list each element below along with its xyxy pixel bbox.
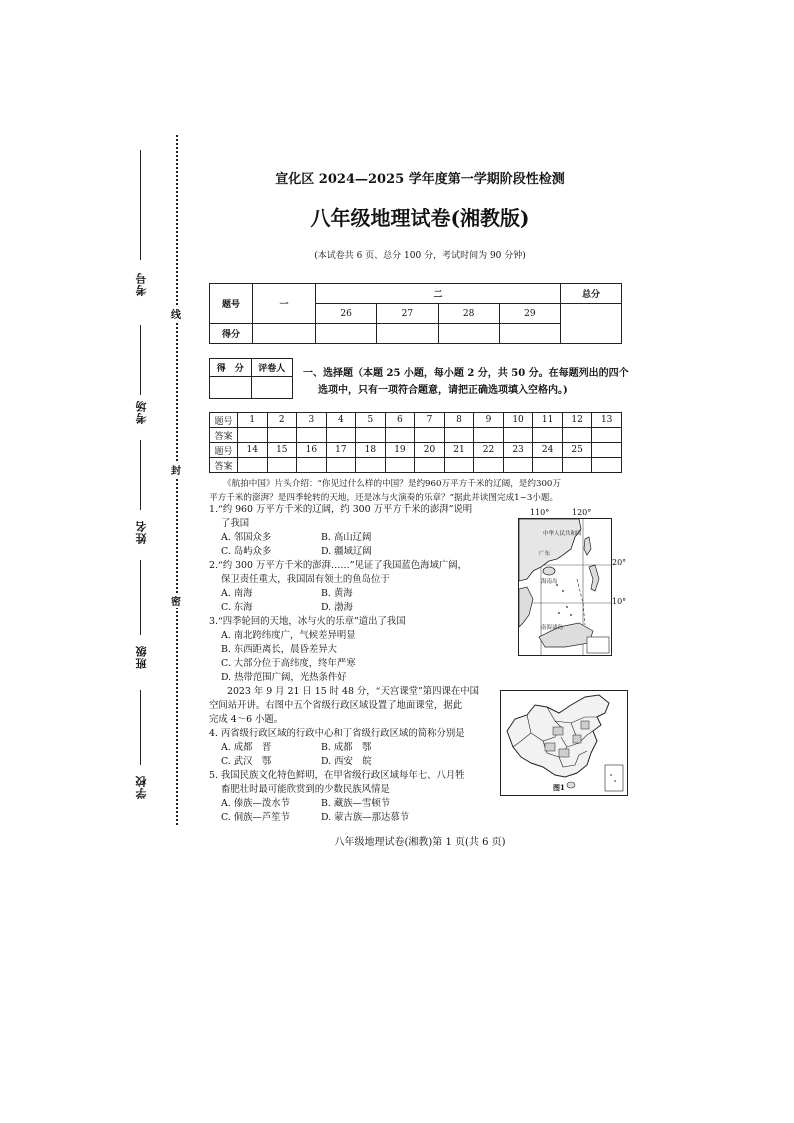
kaochang-label: 考场 xyxy=(135,400,148,424)
grid-num: 16 xyxy=(297,443,327,458)
q4-option-d[interactable]: D. 西安 皖 xyxy=(321,756,372,767)
kaohao-label: 考号 xyxy=(135,272,148,296)
banji-line xyxy=(140,560,141,635)
grader-box xyxy=(209,358,293,399)
map1-lat2: 10° xyxy=(612,597,627,606)
grader-cell[interactable] xyxy=(210,377,252,399)
answer-cell[interactable] xyxy=(238,458,268,473)
grid-num: 17 xyxy=(326,443,356,458)
score-q29: 29 xyxy=(499,304,560,324)
map1-label-nanhai: 南海诸岛 xyxy=(541,625,564,631)
grid-num: 9 xyxy=(474,413,504,428)
score-cell[interactable] xyxy=(316,324,377,344)
map2-caption: 图1 xyxy=(553,783,565,792)
score-cell[interactable] xyxy=(499,324,560,344)
map1-label-china: 中华人民共和国 xyxy=(543,531,582,537)
q2-option-c[interactable]: C. 东海 xyxy=(221,602,253,613)
intro2-line2: 空间站开讲。右图中五个省级行政区域设置了地面课堂，据此 xyxy=(209,700,463,711)
grid-num: 2 xyxy=(267,413,297,428)
grid-num: 11 xyxy=(533,413,563,428)
q2-stem-line1: 2.“约 300 万平方千米的澎湃……”见证了我国蓝色海域广阔， xyxy=(209,560,468,571)
grid-num: 22 xyxy=(474,443,504,458)
q5-option-a[interactable]: A. 傣族—泼水节 xyxy=(221,798,290,809)
map1-lat1: 20° xyxy=(612,558,627,567)
grid-num: 23 xyxy=(503,443,533,458)
score-q26: 26 xyxy=(316,304,377,324)
q5-stem-line1: 5. 我国民族文化特色鲜明，在甲省级行政区域每年七、八月牲 xyxy=(209,770,465,781)
q3-option-c[interactable]: C. 大部分位于高纬度，终年严寒 xyxy=(221,658,356,669)
answer-cell[interactable] xyxy=(326,458,356,473)
map1-label-hainan: 海南岛 xyxy=(541,579,558,585)
grader-cell[interactable] xyxy=(251,377,293,399)
q1-option-a[interactable]: A. 邻国众多 xyxy=(221,532,272,543)
grid-num: 24 xyxy=(533,443,563,458)
grid-num: 12 xyxy=(562,413,592,428)
score-er: 二 xyxy=(316,284,561,304)
answer-cell[interactable] xyxy=(592,458,622,473)
score-total-cell[interactable] xyxy=(561,304,622,344)
grid-tihao-label: 题号 xyxy=(210,443,238,458)
grid-num: 7 xyxy=(415,413,445,428)
score-yi: 一 xyxy=(253,284,316,324)
grid-num: 20 xyxy=(415,443,445,458)
score-defen: 得分 xyxy=(210,324,253,344)
q2-option-d[interactable]: D. 渤海 xyxy=(321,602,353,613)
q2-stem-line2: 保卫责任重大，我国固有领土的鱼岛位于 xyxy=(221,574,390,585)
exam-header-line: 宣化区 2024—2025 学年度第一学期阶段性检测 xyxy=(275,172,565,187)
xingming-label: 姓名 xyxy=(135,520,148,544)
answer-cell[interactable] xyxy=(533,428,563,443)
page-footer: 八年级地理试卷(湘教)第 1 页(共 6 页) xyxy=(334,837,506,848)
seal-mi: 密 xyxy=(171,593,181,608)
grid-num: 3 xyxy=(297,413,327,428)
grid-num: 25 xyxy=(562,443,592,458)
answer-cell[interactable] xyxy=(415,458,445,473)
xingming-line xyxy=(140,440,141,510)
answer-cell[interactable] xyxy=(562,428,592,443)
answer-cell[interactable] xyxy=(356,428,386,443)
answer-grid xyxy=(209,412,622,473)
grid-daan-label: 答案 xyxy=(210,428,238,443)
score-table xyxy=(209,283,622,344)
intro2-line1: 2023 年 9 月 21 日 15 时 48 分，“天宫课堂”第四课在中国 xyxy=(227,686,480,697)
answer-cell[interactable] xyxy=(474,428,504,443)
q3-option-a[interactable]: A. 南北跨纬度广，气候差异明显 xyxy=(221,630,356,641)
q2-option-b[interactable]: B. 黄海 xyxy=(321,588,353,599)
q5-stem-line2: 畜肥壮时最可能欣赏到的少数民族风情是 xyxy=(221,784,390,795)
exam-note: (本试卷共 6 页、总分 100 分，考试时间为 90 分钟) xyxy=(314,251,526,261)
answer-cell[interactable] xyxy=(562,458,592,473)
answer-cell[interactable] xyxy=(415,428,445,443)
answer-cell[interactable] xyxy=(503,428,533,443)
q1-option-d[interactable]: D. 疆域辽阔 xyxy=(321,546,372,557)
answer-cell[interactable] xyxy=(385,428,415,443)
score-tihao: 题号 xyxy=(210,284,253,324)
q5-option-b[interactable]: B. 藏族—雪顿节 xyxy=(321,798,391,809)
china-provinces-map xyxy=(500,690,628,796)
score-cell[interactable] xyxy=(253,324,316,344)
answer-cell[interactable] xyxy=(356,458,386,473)
answer-cell[interactable] xyxy=(444,458,474,473)
grid-num: 18 xyxy=(356,443,386,458)
exam-title: 八年级地理试卷(湘教版) xyxy=(310,206,530,230)
intro2-line3: 完成 4～6 小题。 xyxy=(209,714,284,725)
q1-stem-line1: 1.“约 960 万平方千米的辽阔，约 300 万平方千米的澎湃”说明 xyxy=(209,504,473,515)
answer-cell[interactable] xyxy=(503,458,533,473)
q5-option-c[interactable]: C. 侗族—芦笙节 xyxy=(221,812,291,823)
score-q28: 28 xyxy=(438,304,499,324)
china-provinces-map-svg xyxy=(501,691,627,795)
q2-option-a[interactable]: A. 南海 xyxy=(221,588,253,599)
answer-cell[interactable] xyxy=(297,458,327,473)
score-cell[interactable] xyxy=(377,324,438,344)
answer-cell[interactable] xyxy=(297,428,327,443)
grid-daan-label: 答案 xyxy=(210,458,238,473)
answer-cell[interactable] xyxy=(267,428,297,443)
answer-cell[interactable] xyxy=(385,458,415,473)
grid-num: 21 xyxy=(444,443,474,458)
score-cell[interactable] xyxy=(438,324,499,344)
xuexiao-line xyxy=(140,690,141,765)
answer-cell[interactable] xyxy=(474,458,504,473)
q3-option-b[interactable]: B. 东西距离长，晨昏差异大 xyxy=(221,644,337,655)
grid-num xyxy=(592,443,622,458)
grid-num: 13 xyxy=(592,413,622,428)
answer-cell[interactable] xyxy=(592,428,622,443)
q3-stem: 3.“四季轮回的天地，冰与火的乐章”道出了我国 xyxy=(209,616,406,627)
seal-feng: 封 xyxy=(171,462,181,477)
section1-line2: 选项中，只有一项符合题意，请把正确选项填入空格内。) xyxy=(318,385,568,396)
map1-lon1: 110° xyxy=(530,508,550,517)
q5-option-d[interactable]: D. 蒙古族—那达慕节 xyxy=(321,812,410,823)
xuexiao-label: 学校 xyxy=(135,775,148,799)
map1-lon2: 120° xyxy=(572,508,592,517)
grader-defen: 得 分 xyxy=(210,359,252,377)
seal-line xyxy=(176,135,178,825)
grid-num: 5 xyxy=(356,413,386,428)
answer-cell[interactable] xyxy=(267,458,297,473)
kaohao-line xyxy=(140,150,141,260)
answer-cell[interactable] xyxy=(238,428,268,443)
score-zongfen: 总分 xyxy=(561,284,622,304)
grid-num: 1 xyxy=(238,413,268,428)
section1-line1: 一、选择题（本题 25 小题，每小题 2 分，共 50 分。在每题列出的四个 xyxy=(303,368,629,379)
grid-num: 10 xyxy=(503,413,533,428)
banji-label: 班级 xyxy=(135,645,148,669)
answer-cell[interactable] xyxy=(444,428,474,443)
answer-cell[interactable] xyxy=(533,458,563,473)
q4-option-c[interactable]: C. 武汉 鄂 xyxy=(221,756,272,767)
answer-cell[interactable] xyxy=(326,428,356,443)
seal-xian: 线 xyxy=(171,306,181,321)
grid-num: 6 xyxy=(385,413,415,428)
q3-option-d[interactable]: D. 热带范围广阔，光热条件好 xyxy=(221,672,347,683)
q1-option-c[interactable]: C. 岛屿众多 xyxy=(221,546,272,557)
south-china-sea-map-svg xyxy=(519,519,611,655)
grid-tihao-label: 题号 xyxy=(210,413,238,428)
grid-num: 14 xyxy=(238,443,268,458)
kaochang-line xyxy=(140,325,141,395)
q1-stem-line2: 了我国 xyxy=(221,518,250,529)
south-china-sea-map xyxy=(518,518,612,656)
grid-num: 8 xyxy=(444,413,474,428)
grid-num: 15 xyxy=(267,443,297,458)
map1-label-guangdong: 广东 xyxy=(539,551,551,557)
q4-option-b[interactable]: B. 成都 鄂 xyxy=(321,742,372,753)
intro1-line2: 平方千米的澎湃？是四季轮转的天地，还是冰与火演奏的乐章？”据此并读图完成1~3小题。 xyxy=(209,493,559,503)
intro1-line1: 《航拍中国》片头介绍：“你见过什么样的中国？是约960万平方千米的辽阔，是约300万 xyxy=(223,479,561,489)
score-q27: 27 xyxy=(377,304,438,324)
q1-option-b[interactable]: B. 高山辽阔 xyxy=(321,532,372,543)
grader-pingjuanren: 评卷人 xyxy=(251,359,293,377)
grid-num: 4 xyxy=(326,413,356,428)
grid-num: 19 xyxy=(385,443,415,458)
q4-option-a[interactable]: A. 成都 晋 xyxy=(221,742,272,753)
q4-stem: 4. 丙省级行政区域的行政中心和丁省级行政区域的简称分别是 xyxy=(209,728,465,739)
